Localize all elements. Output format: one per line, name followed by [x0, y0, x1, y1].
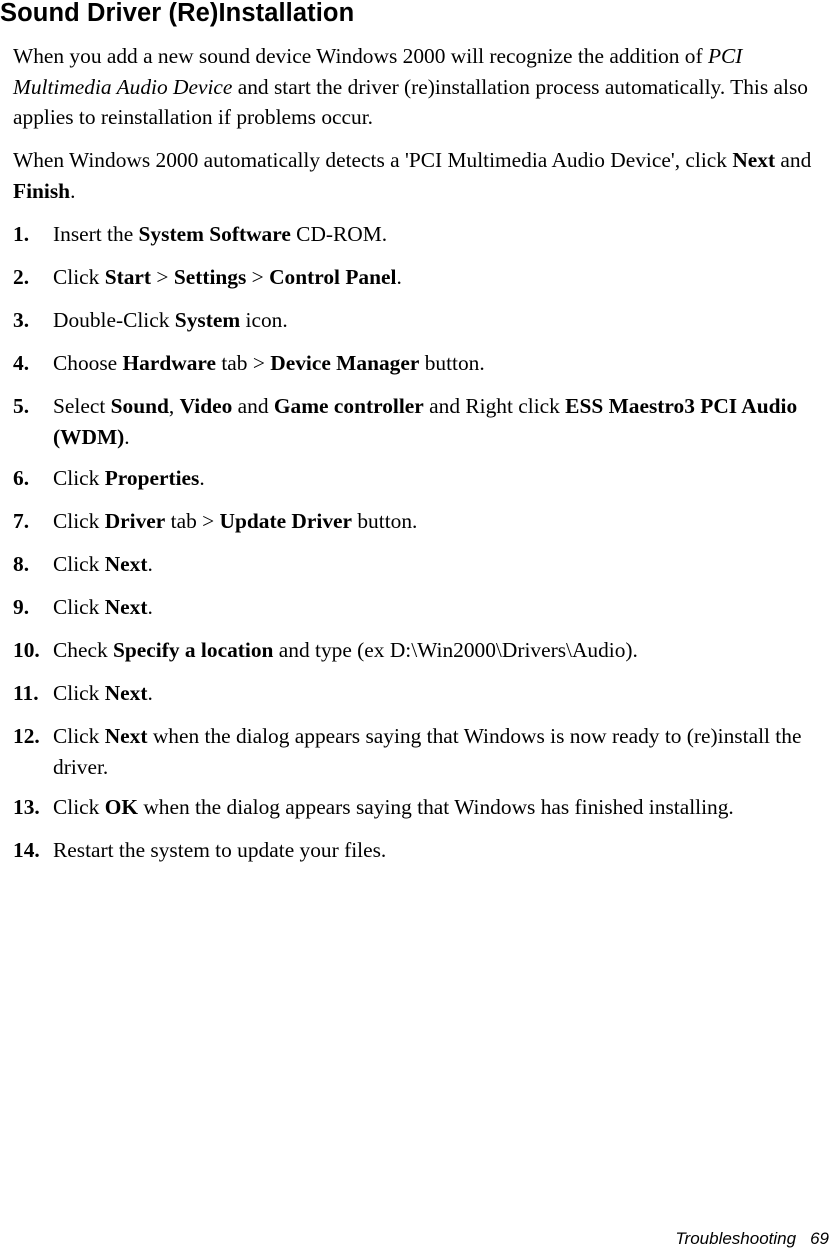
step-segment: when the dialog appears saying that Windows is now ready to (re)install the driver.	[53, 724, 802, 779]
step-segment: when the dialog appears saying that Windows has finished installing.	[137, 795, 734, 819]
step-3	[13, 305, 828, 336]
step-segment: Check	[53, 638, 113, 662]
step-keyword: Specify a location	[113, 638, 274, 662]
step-text	[53, 262, 828, 293]
step-13	[13, 792, 828, 823]
step-segment: Click	[53, 552, 105, 576]
step-keyword: Next	[104, 552, 148, 576]
intro-text: and start the driver (re)installation process automatically. This also applies to reinstallation if problems occur.	[13, 74, 808, 129]
step-segment: and	[232, 394, 274, 418]
step-keyword: Start	[104, 265, 152, 289]
step-segment: .	[199, 466, 205, 490]
step-14	[13, 835, 828, 866]
step-number: 6.	[13, 466, 30, 490]
detect-text: and	[775, 148, 812, 172]
intro-paragraph	[13, 41, 833, 133]
step-4	[13, 348, 828, 379]
step-text	[53, 792, 828, 823]
step-keyword: ESS Maestro3 PCI Audio (WDM)	[53, 394, 798, 449]
step-text	[53, 391, 828, 452]
step-keyword: Control Panel	[269, 265, 397, 289]
step-segment: >	[246, 265, 270, 289]
step-number: 2.	[13, 265, 30, 289]
step-segment: and type (ex D:\Win2000\Drivers\Audio).	[273, 638, 638, 662]
step-number: 11.	[13, 681, 39, 705]
step-number: 3.	[13, 308, 30, 332]
step-segment: Insert the	[53, 222, 139, 246]
step-1	[13, 219, 828, 250]
step-text	[53, 592, 828, 623]
step-segment: Choose	[53, 351, 123, 375]
step-keyword: Hardware	[122, 351, 217, 375]
step-keyword: OK	[104, 795, 138, 819]
step-text	[53, 549, 828, 580]
step-number: 12.	[13, 724, 40, 748]
step-segment: .	[147, 552, 153, 576]
step-keyword: Update Driver	[219, 509, 353, 533]
page-title: Sound Driver (Re)Installation	[0, 0, 355, 27]
step-segment: tab >	[216, 351, 271, 375]
step-keyword: Next	[104, 681, 148, 705]
step-segment: and Right click	[423, 394, 566, 418]
step-keyword: System	[174, 308, 241, 332]
step-text	[53, 506, 828, 537]
step-segment: Click	[53, 795, 105, 819]
step-number: 8.	[13, 552, 30, 576]
step-number: 5.	[13, 394, 30, 418]
step-segment: Click	[53, 724, 105, 748]
step-segment: Click	[53, 466, 105, 490]
step-segment: Click	[53, 509, 105, 533]
step-segment: Select	[53, 394, 111, 418]
step-keyword: Properties	[104, 466, 200, 490]
step-7	[13, 506, 828, 537]
step-segment: button.	[419, 351, 485, 375]
step-text	[53, 835, 828, 866]
device-name: PCI Multimedia Audio Device	[13, 44, 743, 99]
step-keyword: Sound	[110, 394, 169, 418]
step-text	[53, 635, 828, 666]
step-text	[53, 721, 828, 782]
step-segment: Click	[53, 681, 105, 705]
page-number: 69	[810, 1229, 829, 1248]
step-8	[13, 549, 828, 580]
step-number: 4.	[13, 351, 30, 375]
step-segment: >	[151, 265, 174, 289]
step-number: 13.	[13, 795, 40, 819]
step-segment: .	[396, 265, 402, 289]
step-keyword: Game controller	[273, 394, 424, 418]
step-text	[53, 219, 828, 250]
step-number: 14.	[13, 838, 40, 862]
step-2	[13, 262, 828, 293]
step-segment: tab >	[165, 509, 220, 533]
step-11	[13, 678, 828, 709]
footer-section: Troubleshooting	[675, 1229, 797, 1248]
step-keyword: Device Manager	[270, 351, 420, 375]
step-5	[13, 391, 828, 452]
step-text	[53, 305, 828, 336]
step-keyword: Next	[104, 595, 148, 619]
step-number: 1.	[13, 222, 30, 246]
step-number: 10.	[13, 638, 40, 662]
next-label: Next	[732, 148, 776, 172]
step-segment: .	[124, 424, 130, 449]
intro-text: When you add a new sound device Windows 2000 will recognize the addition of	[13, 44, 708, 68]
step-segment: button.	[352, 509, 418, 533]
step-segment: icon.	[240, 308, 288, 332]
step-segment: Click	[53, 595, 105, 619]
step-segment: .	[147, 595, 153, 619]
step-number: 7.	[13, 509, 30, 533]
step-keyword: Next	[104, 724, 148, 748]
step-text	[53, 463, 828, 494]
page-footer	[675, 1228, 829, 1250]
step-keyword: System Software	[138, 222, 291, 246]
step-text	[53, 678, 828, 709]
detect-paragraph	[13, 145, 833, 206]
step-keyword: Driver	[104, 509, 166, 533]
step-segment: Double-Click	[53, 308, 175, 332]
step-12	[13, 721, 828, 782]
step-number: 9.	[13, 595, 30, 619]
detect-text: .	[70, 178, 76, 203]
step-6	[13, 463, 828, 494]
step-text	[53, 348, 828, 379]
step-segment: Restart the system to update your files.	[53, 838, 387, 862]
step-keyword: Video	[179, 394, 233, 418]
step-segment: .	[147, 681, 153, 705]
step-9	[13, 592, 828, 623]
step-keyword: Settings	[173, 265, 247, 289]
step-10	[13, 635, 828, 666]
detect-text: When Windows 2000 automatically detects a 'PCI Multimedia Audio Device', click	[13, 148, 733, 172]
step-segment: CD-ROM.	[290, 222, 388, 246]
finish-label: Finish	[13, 178, 71, 203]
step-segment: ,	[168, 394, 180, 418]
step-segment: Click	[53, 265, 105, 289]
